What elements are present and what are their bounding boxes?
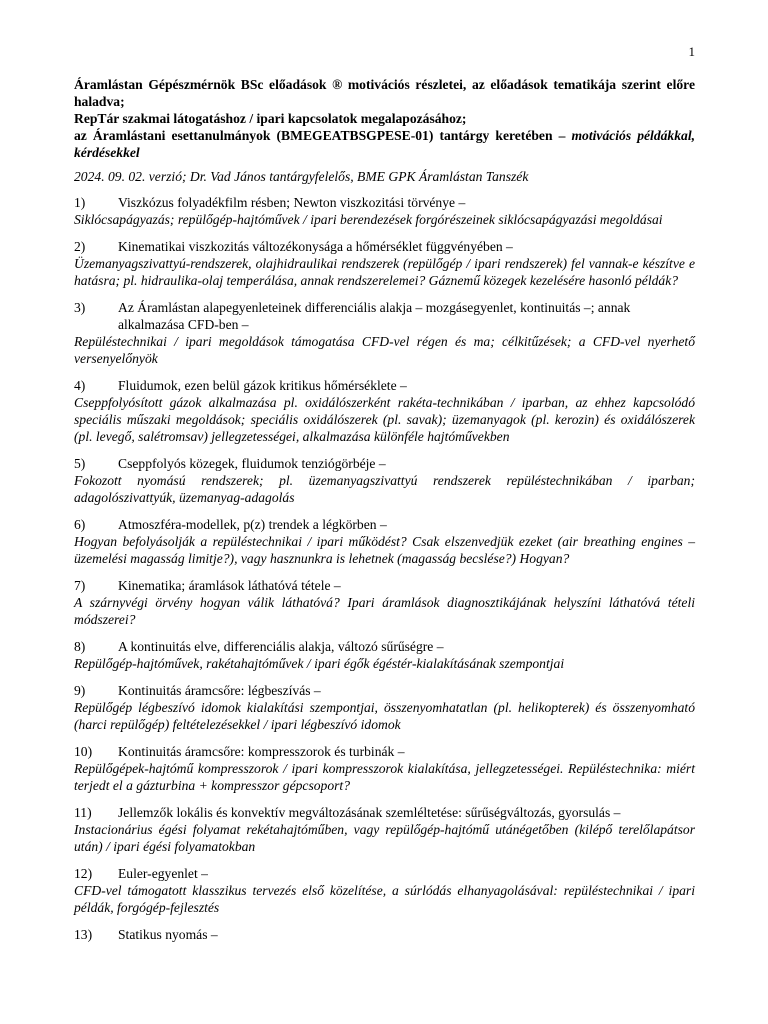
topic-number: 9): [74, 683, 86, 698]
topic-number: 6): [74, 517, 86, 532]
topic-number: 2): [74, 239, 86, 254]
topic-heading: Viszkózus folyadékfilm résben; Newton viszkozitási törvénye –: [118, 195, 466, 210]
topic-heading: Kinematika; áramlások láthatóvá tétele –: [118, 578, 341, 593]
topic-heading-row: [74, 926, 695, 943]
topic-heading: Statikus nyomás –: [118, 927, 218, 942]
topic-item: [74, 865, 695, 916]
topic-item: [74, 238, 695, 289]
topic-heading-row: [74, 455, 695, 472]
topic-item: [74, 516, 695, 567]
topic-heading-row: [74, 377, 695, 394]
topic-item: [74, 194, 695, 228]
topic-item: [74, 926, 695, 943]
topic-motivation-text: A szárnyvégi örvény hogyan válik láthatóvá? Ipari áramlások diagnosztikájának helyszíni láthatóvá tételi módszerei?: [74, 595, 695, 627]
topic-number: 10): [74, 744, 93, 759]
topic-item: [74, 743, 695, 794]
topic-heading: Atmoszféra-modellek, p(z) trendek a légkörben –: [118, 517, 387, 532]
topic-heading: A kontinuitás elve, differenciális alakja, változó sűrűségre –: [118, 639, 444, 654]
topic-motivation-text: CFD-vel támogatott klasszikus tervezés első közelítése, a súrlódás elhanyagolásával: repüléstechnikai / ipari példák, forgógép-fejlesztés: [74, 883, 695, 915]
topic-number: 8): [74, 639, 86, 654]
topic-heading: Kontinuitás áramcsőre: légbeszívás –: [118, 683, 321, 698]
topic-motivation-text: Repülőgép-hajtóművek, rakétahajtóművek / ipari égők égéstér-kialakításának szempontjai: [74, 656, 565, 671]
topic-heading-row: [74, 638, 695, 655]
topic-heading: Az Áramlástan alapegyenleteinek differenciális alakja – mozgásegyenlet, kontinuitás –; annak alkalmazása CFD-ben –: [118, 300, 631, 332]
topic-motivation-text: Siklócsapágyazás; repülőgép-hajtóművek / ipari berendezések forgórészeinek siklócsapágyazási megoldásai: [74, 212, 663, 227]
title-line-3-italic: motivációs példákkal, kérdésekkel: [74, 128, 695, 160]
topic-heading-row: [74, 804, 695, 821]
topic-heading: Kinematikai viszkozitás változékonysága a hőmérséklet függvényében –: [118, 239, 513, 254]
topic-heading-row: [74, 743, 695, 760]
topic-heading: Kontinuitás áramcsőre: kompresszorok és turbinák –: [118, 744, 405, 759]
topic-motivation-text: Üzemanyagszivattyú-rendszerek, olajhidraulikai rendszerek (repülőgép / ipari rendszerek) fel vannak-e készítve e hatásra; pl. hidraulika-olaj temperálása, annak rendszerelemei? Gáznemű közegek kezelésére hasonló példák?: [74, 256, 695, 288]
topic-heading-row: [74, 299, 695, 333]
topic-heading-row: [74, 516, 695, 533]
topic-motivation-text: Hogyan befolyásolják a repüléstechnikai / ipari működést? Csak elszenvedjük ezeket (air breathing engines – üzemelési magasság limitje?), vagy hasznunkra is lehetnek (magasság becslése?) Hogyan?: [74, 534, 695, 566]
topic-item: [74, 455, 695, 506]
topic-heading-row: [74, 238, 695, 255]
topic-number: 1): [74, 195, 86, 210]
title-line-3-bold: az Áramlástani esettanulmányok (BMEGEATBSGPESE-01) tantárgy keretében –: [74, 128, 572, 143]
topic-motivation-text: Repülőgépek-hajtómű kompresszorok / ipari kompresszorok kialakítása, jellegzetességei. Repüléstechnika: miért terjedt el a gázturbina + kompresszor gépcsoport?: [74, 761, 695, 793]
version-author-line: 2024. 09. 02. verzió; Dr. Vad János tantárgyfelelős, BME GPK Áramlástan Tanszék: [74, 169, 529, 184]
topic-number: 5): [74, 456, 86, 471]
topic-motivation-text: Repülőgép légbeszívó idomok kialakítási szempontjai, összenyomhatatlan (pl. helikopterek) és összenyomható (harci repülőgép) feltételezésekkel / ipari légbeszívó idomok: [74, 700, 695, 732]
topic-heading: Euler-egyenlet –: [118, 866, 208, 881]
topic-item: [74, 299, 695, 367]
topic-motivation-text: Instacionárius égési folyamat rekétahajtóműben, vagy repülőgép-hajtómű utánégetőben (kilépő terelőlapátsor után) / ipari égési folyamatokban: [74, 822, 695, 854]
page-number: 1: [688, 44, 695, 59]
topic-heading-row: [74, 865, 695, 882]
topic-item: [74, 377, 695, 445]
topic-motivation-text: Cseppfolyósított gázok alkalmazása pl. oxidálószerként rakéta-technikában / iparban, az ehhez kapcsolódó speciális műszaki megoldások; speciális oxidálószerek (pl. savak); üzemanyagok (pl. kerozin) és oxidálószerek (pl. levegő, salétromsav) jellegzetességei, alkalmazása különféle hajtóművekben: [74, 395, 695, 444]
document-title: [74, 76, 695, 161]
topic-heading: Fluidumok, ezen belül gázok kritikus hőmérséklete –: [118, 378, 407, 393]
topic-number: 4): [74, 378, 86, 393]
topic-heading-row: [74, 577, 695, 594]
topic-number: 13): [74, 927, 93, 942]
document-content: [74, 76, 695, 953]
topic-heading-row: [74, 682, 695, 699]
topic-heading-row: [74, 194, 695, 211]
topic-item: [74, 804, 695, 855]
topic-number: 11): [74, 805, 92, 820]
topic-motivation-text: Fokozott nyomású rendszerek; pl. üzemanyagszivattyú rendszerek repüléstechnikában / iparban; adagolószivattyúk, üzemanyag-adagolás: [74, 473, 695, 505]
title-line-1: Áramlástan Gépészmérnök BSc előadások ® motivációs részletei, az előadások tematikája szerint előre haladva;: [74, 77, 695, 109]
topic-heading: Jellemzők lokális és konvektív megváltozásának szemléltetése: sűrűségváltozás, gyorsulás –: [118, 805, 621, 820]
topic-item: [74, 638, 695, 672]
topic-number: 3): [74, 300, 86, 315]
topic-heading: Cseppfolyós közegek, fluidumok tenziógörbéje –: [118, 456, 386, 471]
topic-number: 7): [74, 578, 86, 593]
topic-list: [74, 194, 695, 943]
topic-item: [74, 682, 695, 733]
title-line-2: RepTár szakmai látogatáshoz / ipari kapcsolatok megalapozásához;: [74, 111, 467, 126]
topic-motivation-text: Repüléstechnikai / ipari megoldások támogatása CFD-vel régen és ma; célkitűzések; a CFD-vel nyerhető versenyelőnyök: [74, 334, 695, 366]
topic-number: 12): [74, 866, 93, 881]
title-line-3: [74, 127, 695, 161]
topic-item: [74, 577, 695, 628]
